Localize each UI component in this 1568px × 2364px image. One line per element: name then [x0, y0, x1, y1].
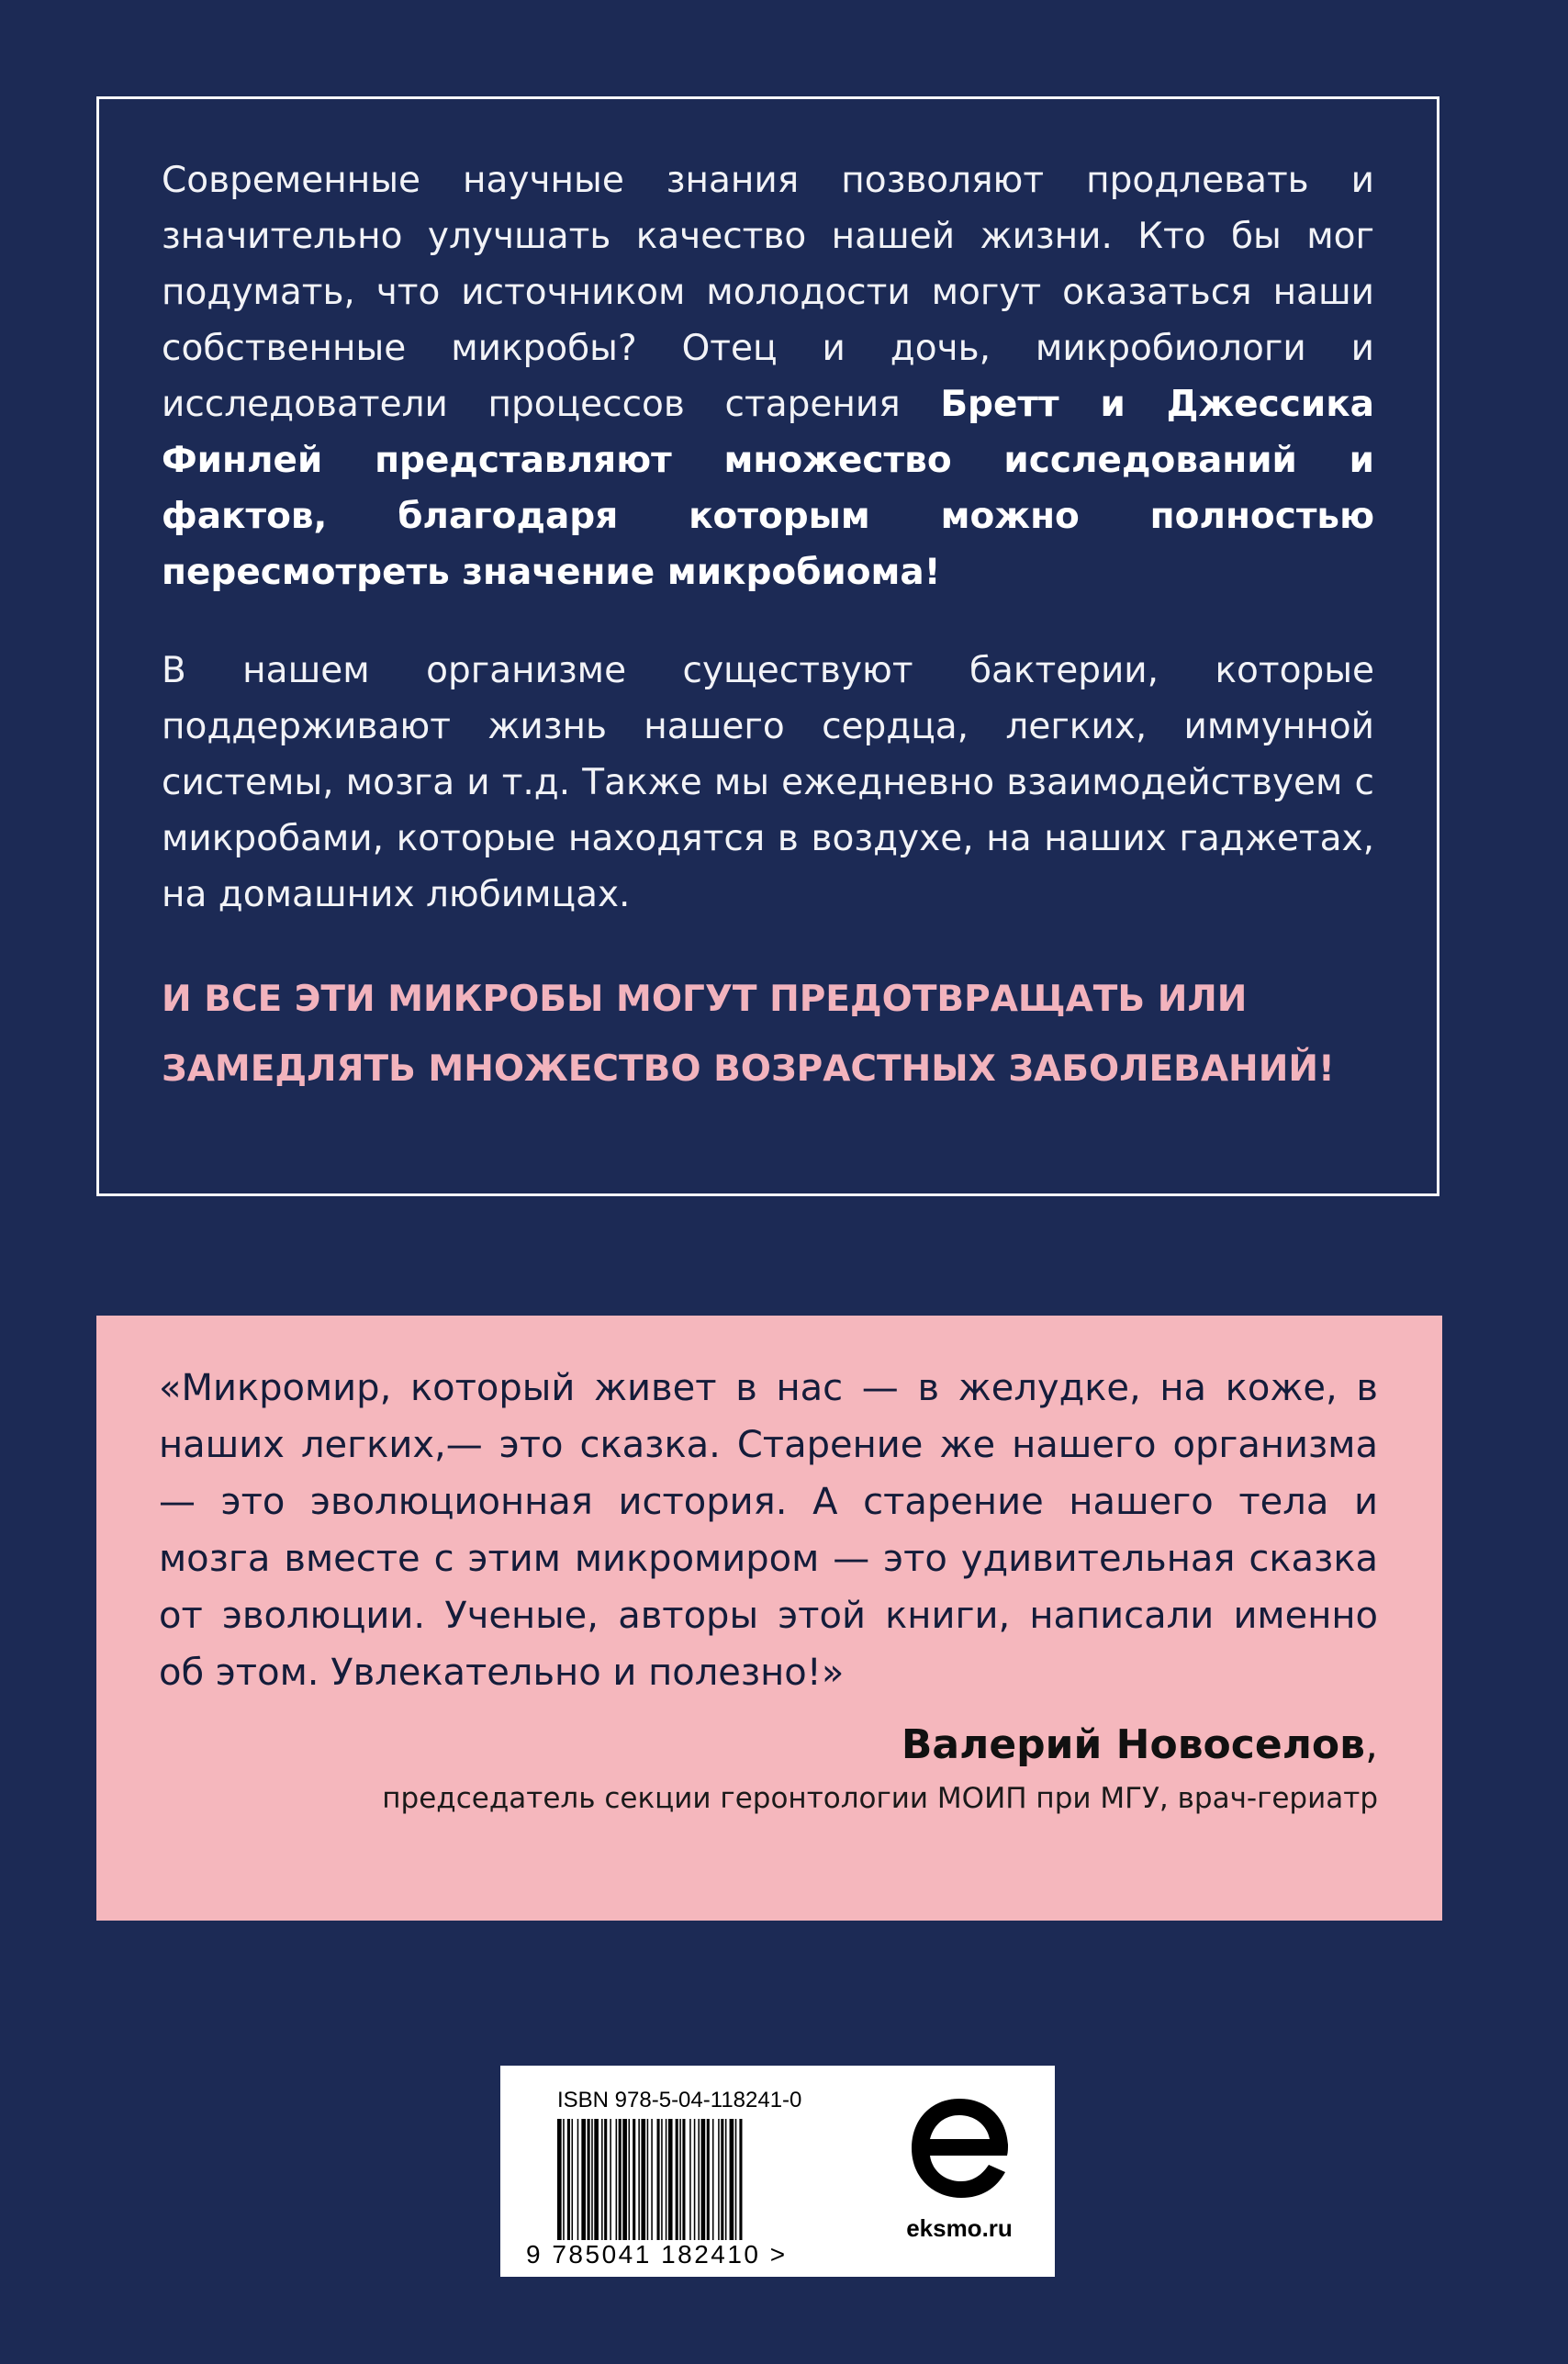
quote-box [96, 1316, 1442, 1921]
description-paragraph-1-normal: Современные научные знания позволяют продлевать и значительно улучшать качество нашей жизни. Кто бы мог подумать, что источником молодости могут оказаться наши собственные микробы? Отец и дочь, микробиологи и исследователи процессов старения [162, 160, 1374, 425]
author-role: председатель секции геронтологии МОИП при МГУ, врач-гериатр [382, 1782, 1378, 1815]
barcode-bars [557, 2119, 833, 2240]
callout-line-2: ЗАМЕДЛЯТЬ МНОЖЕСТВО ВОЗРАСТНЫХ ЗАБОЛЕВАНИЙ! [162, 1048, 1335, 1090]
callout-line-1: И ВСЕ ЭТИ МИКРОБЫ МОГУТ ПРЕДОТВРАЩАТЬ ИЛИ [162, 979, 1248, 1020]
eksmo-logo-icon [904, 2093, 1014, 2203]
description-paragraph-2: В нашем организме существуют бактерии, которые поддерживают жизнь нашего сердца, легких, иммунной системы, мозга и т.д. Также мы ежедневно взаимодействуем с микробами, которые находятся в воздухе, на наших гаджетах, на домашних любимцах. [162, 650, 1374, 915]
barcode-panel [500, 2066, 1055, 2277]
description-frame [96, 96, 1439, 1196]
barcode-digits: 9 785041 182410 > [526, 2240, 788, 2269]
quote-author [159, 1718, 1378, 1773]
description-paragraph-1-bold: Бретт и Джессика Финлей представляют множество исследований и фактов, благодаря которым можно полностью пересмотреть значение микробиома! [162, 384, 1374, 593]
description-paragraph-1 [162, 152, 1374, 600]
author-suffix: , [1365, 1721, 1378, 1768]
isbn-label: ISBN 978-5-04-118241-0 [557, 2088, 802, 2112]
publisher-website: eksmo.ru [906, 2214, 1013, 2242]
author-name: Валерий Новоселов [901, 1721, 1365, 1768]
callout-text [162, 965, 1374, 1104]
quote-text: «Микромир, который живет в нас — в желудке, на коже, в наших легких,— это сказка. Старение же нашего организма — это эволюционная история. А старение нашего тела и мозга вместе с этим микромиром — это удивительная сказка от эволюции. Ученые, авторы этой книги, написали именно об этом. Увлекательно и полезно!» [159, 1367, 1378, 1694]
